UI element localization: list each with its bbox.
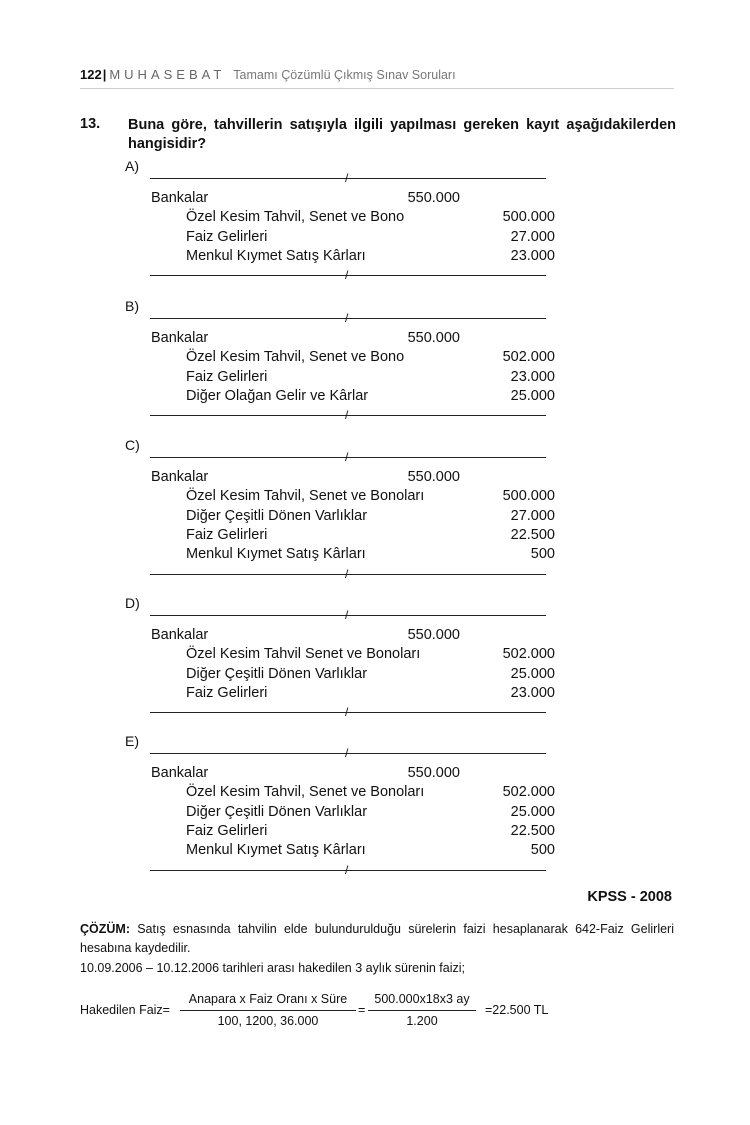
rule-tick: / xyxy=(345,746,349,760)
debit-account: Bankalar xyxy=(151,469,209,485)
credit-account: Özel Kesim Tahvil, Senet ve Bonoları xyxy=(186,488,425,505)
credit-row xyxy=(125,841,555,860)
credit-amount: 23.000 xyxy=(510,684,555,701)
option-e[interactable] xyxy=(125,733,555,882)
journal-top-rule xyxy=(150,311,546,325)
credit-account: Özel Kesim Tahvil Senet ve Bonoları xyxy=(186,646,421,663)
journal-top-rule xyxy=(150,746,546,760)
credit-account: Özel Kesim Tahvil, Senet ve Bono xyxy=(186,209,405,226)
credit-amount: 27.000 xyxy=(510,507,555,524)
header-subtitle: Tamamı Çözümlü Çıkmış Sınav Soruları xyxy=(233,68,456,82)
journal-bottom-rule xyxy=(150,566,546,581)
credit-row xyxy=(125,507,555,526)
solution-text: Satış esnasında tahvilin elde bulundurulduğu sürelerin faizi hesaplanarak 642-Faiz Gelirleri hesabına kaydedilir. xyxy=(80,922,674,955)
debit-row xyxy=(125,468,555,487)
journal-top-rule xyxy=(150,450,546,464)
formula-fraction-general xyxy=(180,990,356,1031)
question-text: Buna göre, tahvillerin satışıyla ilgili yapılması gereken kayıt aşağıdakilerden hangisidir? xyxy=(128,117,676,152)
journal-bottom-rule xyxy=(150,862,546,877)
page-number: 122 xyxy=(80,67,102,82)
rule-tick: / xyxy=(345,608,349,622)
debit-amount: 550.000 xyxy=(407,190,460,206)
formula-numerator: 500.000x18x3 ay xyxy=(374,992,470,1006)
credit-row xyxy=(125,368,555,387)
debit-account: Bankalar xyxy=(151,627,209,643)
option-letter: C) xyxy=(125,437,140,453)
header-separator: | xyxy=(102,67,107,82)
credit-account: Faiz Gelirleri xyxy=(186,526,268,543)
debit-amount: 550.000 xyxy=(407,330,460,346)
debit-account: Bankalar xyxy=(151,765,209,781)
journal-bottom-rule xyxy=(150,705,546,720)
journal-top-rule xyxy=(150,171,546,185)
credit-amount: 500.000 xyxy=(502,488,555,505)
solution-period: 10.09.2006 – 10.12.2006 tarihleri arası hakedilen 3 aylık sürenin faizi; xyxy=(80,961,465,975)
credit-row xyxy=(125,387,555,406)
formula-equals: = xyxy=(358,1003,366,1017)
credit-amount: 27.000 xyxy=(510,228,555,245)
formula-denominator: 1.200 xyxy=(406,1014,438,1028)
debit-account: Bankalar xyxy=(151,190,209,206)
credit-row xyxy=(125,684,555,703)
credit-amount: 25.000 xyxy=(510,665,555,682)
header-subject: MUHASEBAT xyxy=(109,67,226,82)
credit-account: Faiz Gelirleri xyxy=(186,822,268,839)
formula-fraction-values xyxy=(368,990,476,1031)
option-d[interactable] xyxy=(125,595,555,724)
formula-lhs: Hakedilen Faiz= xyxy=(80,1003,170,1017)
credit-account: Faiz Gelirleri xyxy=(186,368,268,385)
rule-tick: / xyxy=(345,268,349,283)
debit-row xyxy=(125,189,555,208)
option-letter: E) xyxy=(125,733,139,749)
option-letter: A) xyxy=(125,158,139,174)
credit-row xyxy=(125,822,555,841)
credit-amount: 23.000 xyxy=(510,247,555,264)
credit-row xyxy=(125,228,555,247)
credit-account: Diğer Çeşitli Dönen Varlıklar xyxy=(186,803,368,820)
rule-tick: / xyxy=(345,566,349,581)
formula-denominator: 100, 1200, 36.000 xyxy=(217,1014,319,1028)
rule-tick: / xyxy=(345,171,349,185)
journal-top-rule xyxy=(150,608,546,622)
credit-row xyxy=(125,803,555,822)
credit-row xyxy=(125,783,555,802)
option-letter: B) xyxy=(125,298,139,314)
solution-label: ÇÖZÜM: xyxy=(80,922,130,936)
credit-account: Menkul Kıymet Satış Kârları xyxy=(186,247,366,264)
debit-account: Bankalar xyxy=(151,330,209,346)
credit-account: Özel Kesim Tahvil, Senet ve Bono xyxy=(186,349,405,366)
debit-amount: 550.000 xyxy=(407,469,460,485)
formula-numerator: Anapara x Faiz Oranı x Süre xyxy=(188,992,348,1006)
rule-tick: / xyxy=(345,450,349,464)
rule-tick: / xyxy=(345,408,349,423)
debit-row xyxy=(125,764,555,783)
credit-amount: 500 xyxy=(530,842,555,859)
exam-source: KPSS - 2008 xyxy=(587,889,672,905)
debit-amount: 550.000 xyxy=(407,765,460,781)
option-letter: D) xyxy=(125,595,140,611)
option-a[interactable] xyxy=(125,158,555,287)
debit-row xyxy=(125,626,555,645)
credit-amount: 25.000 xyxy=(510,387,555,404)
interest-formula xyxy=(80,990,680,1034)
credit-account: Özel Kesim Tahvil, Senet ve Bonoları xyxy=(186,784,425,801)
solution-paragraph xyxy=(80,920,674,958)
credit-amount: 22.500 xyxy=(510,526,555,543)
credit-row xyxy=(125,545,555,564)
debit-row xyxy=(125,329,555,348)
credit-row xyxy=(125,247,555,266)
credit-row xyxy=(125,208,555,227)
credit-amount: 502.000 xyxy=(502,646,555,663)
credit-account: Diğer Olağan Gelir ve Kârlar xyxy=(186,387,369,404)
credit-amount: 500 xyxy=(530,546,555,563)
credit-account: Faiz Gelirleri xyxy=(186,228,268,245)
credit-amount: 22.500 xyxy=(510,822,555,839)
credit-row xyxy=(125,348,555,367)
rule-tick: / xyxy=(345,311,349,325)
credit-account: Menkul Kıymet Satış Kârları xyxy=(186,842,366,859)
question-number: 13. xyxy=(80,116,101,132)
credit-amount: 500.000 xyxy=(502,209,555,226)
credit-row xyxy=(125,487,555,506)
credit-account: Diğer Çeşitli Dönen Varlıklar xyxy=(186,665,368,682)
page-header xyxy=(80,66,674,89)
option-b[interactable] xyxy=(125,298,555,427)
credit-amount: 23.000 xyxy=(510,368,555,385)
credit-amount: 25.000 xyxy=(510,803,555,820)
credit-account: Diğer Çeşitli Dönen Varlıklar xyxy=(186,507,368,524)
credit-account: Faiz Gelirleri xyxy=(186,684,268,701)
credit-account: Menkul Kıymet Satış Kârları xyxy=(186,546,366,563)
formula-result: =22.500 TL xyxy=(485,1003,549,1017)
rule-tick: / xyxy=(345,705,349,720)
option-c[interactable] xyxy=(125,437,555,586)
credit-row xyxy=(125,645,555,664)
credit-amount: 502.000 xyxy=(502,349,555,366)
rule-tick: / xyxy=(345,862,349,877)
credit-row xyxy=(125,665,555,684)
credit-amount: 502.000 xyxy=(502,784,555,801)
journal-bottom-rule xyxy=(150,408,546,423)
credit-row xyxy=(125,526,555,545)
debit-amount: 550.000 xyxy=(407,627,460,643)
journal-bottom-rule xyxy=(150,268,546,283)
